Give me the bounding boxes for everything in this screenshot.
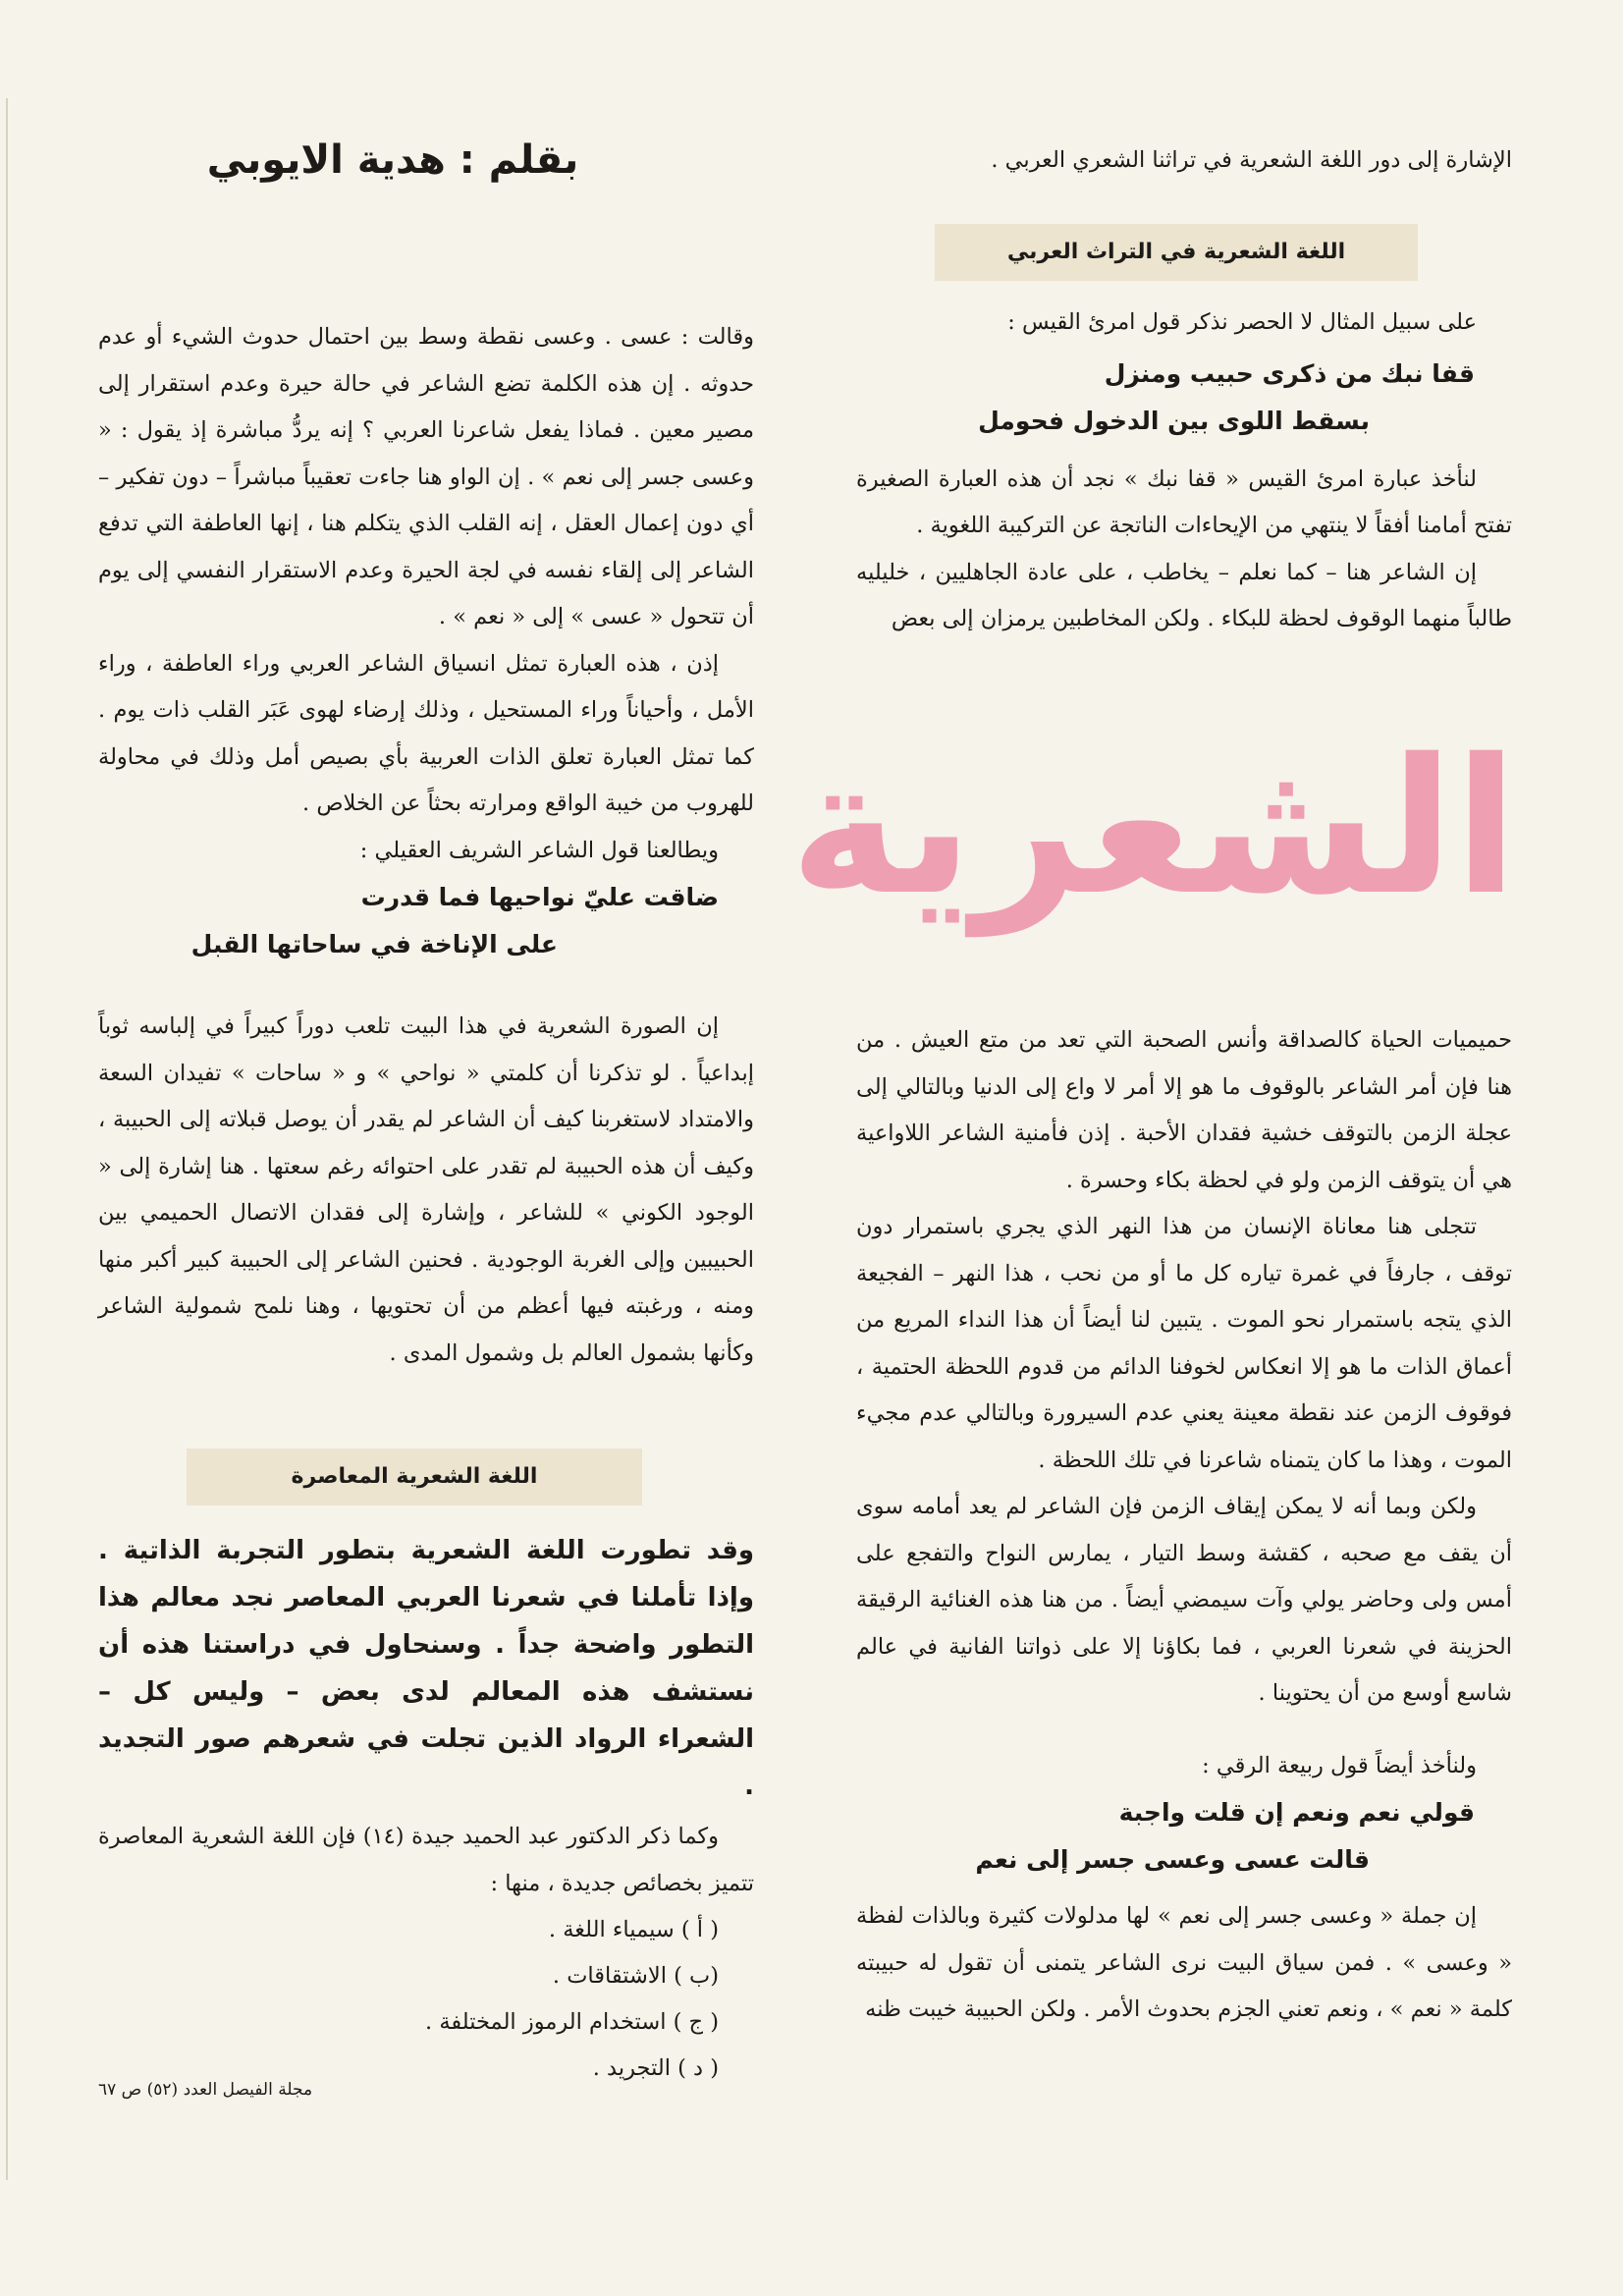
verse-line: بسقط اللوى بين الدخول فحومل — [978, 406, 1370, 435]
verse-line: ضاقت عليّ نواحيها فما قدرت — [360, 883, 719, 911]
example-intro: على سبيل المثال لا الحصر نذكر قول امرئ القيس : — [1007, 309, 1477, 335]
paragraph: لنأخذ عبارة امرئ القيس « قفا نبك » نجد أن هذه العبارة الصغيرة تفتح أمامنا أفقاً لا ينتهي من الإيحاءات الناتجة عن التركيبة اللغوية . — [856, 465, 1512, 538]
heading-heritage: اللغة الشعرية في التراث العربي — [935, 224, 1418, 281]
verse-imru-al-qays — [856, 351, 1512, 445]
verse-line: على الإناخة في ساحاتها القبل — [190, 930, 558, 958]
features-list — [98, 1907, 754, 2092]
right-column-lower — [856, 1017, 1512, 2034]
verse-line: قولي نعم ونعم إن قلت واجبة — [1118, 1798, 1475, 1827]
paragraph: تتجلى هنا معاناة الإنسان من هذا النهر الذي يجري باستمرار دون توقف ، جارفاً في غمرة تياره كل ما أو من نحب ، هذا النهر – الفجيعة الذي يتجه باستمرار نحو الموت . يتبين لنا أيضاً أن هذا النداء المريع من أعماق الذات ما هو إلا انعكاس لخوفنا الدائم من قدوم اللحظة الحتمية ، فوقوف الزمن عند نقطة معينة يعني عدم السيرورة وبالتالي عدم مجيء الموت ، وهذا ما كان يتمناه شاعرنا في تلك اللحظة . — [856, 1214, 1512, 1473]
list-item: ( أ ) سيمياء اللغة . — [548, 1917, 719, 1942]
paragraph: وكما ذكر الدكتور عبد الحميد جيدة (١٤) فإن اللغة الشعرية المعاصرة تتميز بخصائص جديدة ، منها : — [98, 1824, 754, 1896]
verse-sharif-al-uqayli — [98, 874, 754, 968]
list-item: (ب ) الاشتقاقات . — [552, 1963, 719, 1989]
right-column-upper — [856, 300, 1512, 643]
page-edge-line — [6, 98, 8, 2180]
verse-rabia-al-raqqi — [856, 1789, 1512, 1884]
paragraph: إن الصورة الشعرية في هذا البيت تلعب دوراً كبيراً في إلباسه ثوباً إبداعياً . لو تذكرنا أن كلمتي « نواحي » و « ساحات » تفيدان السعة والامتداد لاستغربنا كيف أن الشاعر لم يقدر أن يوصل قبلاته إلى الحبيبة ، وكيف أن هذه الحبيبة لم تقدر على احتوائه رغم سعتها . هنا إشارة إلى « الوجود الكوني » للشاعر ، وإشارة إلى فقدان الاتصال الحميمي بين الحبيبين وإلى الغربة الوجودية . فحنين الشاعر إلى الحبيبة كبير أكبر منها ومنه ، ورغبته فيها أعظم من أن تحتويها ، وهنا نلمح شمولية الشاعر وكأنها بشمول العالم بل وشمول المدى . — [98, 1013, 754, 1366]
paragraph: ويطالعنا قول الشاعر الشريف العقيلي : — [359, 837, 719, 863]
paragraph: إن الشاعر هنا – كما نعلم – يخاطب ، على عادة الجاهليين ، خليليه طالباً منهما الوقوف لحظة للبكاء . ولكن المخاطبين يرمزان إلى بعض — [856, 559, 1512, 631]
bold-paragraph: وقد تطورت اللغة الشعرية بتطور التجربة الذاتية . وإذا تأملنا في شعرنا العربي المعاصر نجد معالم هذا التطور واضحة جداً . وسنحاول في دراستنا هذه أن نستشف هذه المعالم لدى بعض – وليس كل – الشعراء الرواد الذين تجلت في شعرهم صور التجديد . — [98, 1536, 754, 1801]
paragraph: وقالت : عسى . وعسى نقطة وسط بين احتمال حدوث الشيء أو عدم حدوثه . إن هذه الكلمة تضع الشاعر في حالة حيرة وعدم استقرار إلى مصير معين . فماذا يفعل شاعرنا العربي ؟ إنه يردُّ مباشرة إذ يقول : « وعسى جسر إلى نعم » . إن الواو هنا جاءت تعقيباً مباشراً – دون تفكير – أي دون إعمال العقل ، إنه القلب الذي يتكلم هنا ، إنها العاطفة التي تدفع الشاعر إلى إلقاء نفسه في لجة الحيرة وعدم الاستقرار النفسي إلى يوم أن تتحول « عسى » إلى « نعم » . — [98, 324, 754, 629]
paragraph: ولكن وبما أنه لا يمكن إيقاف الزمن فإن الشاعر لم يعد أمامه سوى أن يقف مع صحبه ، كقشة وسط التيار ، يمارس النواح والتفجع على أمس ولى وحاضر يولي وآت سيمضي أيضاً . من هنا هذه الغنائية الرقيقة الحزينة في شعرنا العربي ، فما بكاؤنا إلا على ذواتنا الفانية في عالم شاسع أوسع من أن يحتوينا . — [856, 1494, 1512, 1706]
page-footer: مجلة الفيصل العدد (٥٢) ص ٦٧ — [98, 2080, 313, 2100]
paragraph: إن جملة « وعسى جسر إلى نعم » لها مدلولات كثيرة وبالذات لفظة « وعسى » . فمن سياق البيت نرى الشاعر يتمنى أن تقول له حبيبته كلمة « نعم » ، ونعم تعني الجزم بحدوث الأمر . ولكن الحبيبة خيبت ظنه — [856, 1903, 1512, 2022]
verse-line: قفا نبك من ذكرى حبيب ومنزل — [1104, 358, 1475, 388]
paragraph: حميميات الحياة كالصداقة وأنس الصحبة التي تعد من متع العيش . من هنا فإن أمر الشاعر بالوقوف ما هو إلا أمر لا واع إلى الدنيا وبالتالي إلى عجلة الزمن بالتوقف خشية فقدان الأحبة . إذن فأمنية الشاعر اللاواعية هي أن يتوقف الزمن ولو في لحظة بكاء وحسرة . — [856, 1027, 1512, 1193]
article-title-graphic: الشعرية — [789, 719, 1518, 936]
list-item: ( ج ) استخدام الرموز المختلفة . — [425, 2009, 719, 2035]
list-item: ( د ) التجريد . — [592, 2055, 719, 2081]
author-byline: بقلم : هدية الايوبي — [206, 137, 579, 183]
left-column-lower — [98, 1527, 754, 2092]
paragraph: ولنأخذ أيضاً قول ربيعة الرقي : — [1202, 1752, 1477, 1778]
paragraph: إذن ، هذه العبارة تمثل انسياق الشاعر العربي وراء العاطفة ، وراء الأمل ، وأحياناً وراء المستحيل ، وذلك إرضاء لهوى عَبَر القلب ذات يوم . كما تمثل العبارة تعلق الذات العربية بأي بصيص أمل وذلك في محاولة للهروب من خيبة الواقع ومرارته بحثاً عن الخلاص . — [98, 650, 754, 816]
intro-text: الإشارة إلى دور اللغة الشعرية في تراثنا الشعري العربي . — [991, 147, 1512, 173]
left-column-upper — [98, 314, 754, 1377]
heading-contemporary: اللغة الشعرية المعاصرة — [187, 1449, 642, 1505]
right-column — [856, 137, 1512, 185]
verse-line: قالت عسى وعسى جسر إلى نعم — [975, 1845, 1370, 1874]
